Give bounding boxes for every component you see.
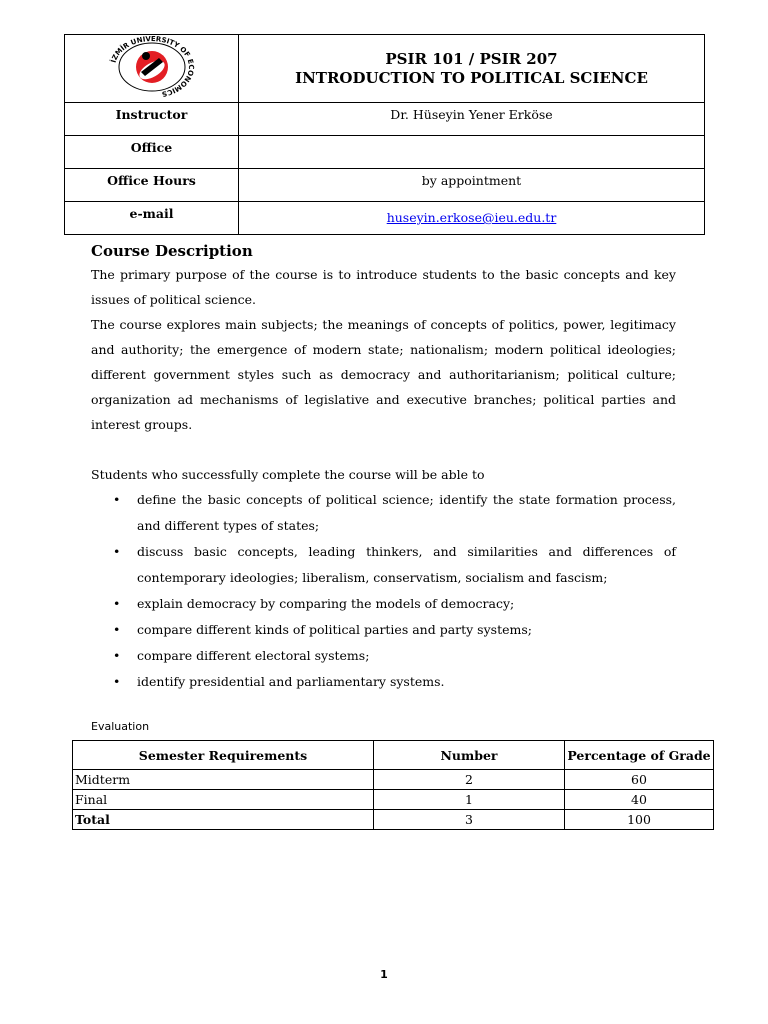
- percentage-cell: 100: [565, 810, 714, 830]
- outcomes-list: [91, 487, 676, 695]
- email-cell: [239, 202, 705, 235]
- list-item: • compare different electoral systems;: [91, 643, 676, 669]
- course-title: INTRODUCTION TO POLITICAL SCIENCE: [295, 68, 648, 87]
- table-row: [73, 810, 714, 830]
- course-description-section: [91, 240, 676, 695]
- email-label: e-mail: [65, 202, 239, 235]
- bullet-icon: •: [113, 674, 121, 689]
- office-hours-row: [65, 169, 705, 202]
- list-item: • identify presidential and parliamentary systems.: [91, 669, 676, 695]
- logo-cell: [65, 35, 239, 103]
- university-seal-logo: [93, 36, 211, 98]
- bullet-icon: •: [113, 544, 121, 559]
- logo-ring-text: İZMİR UNIVERSITY OF ECONOMICS: [109, 35, 195, 98]
- office-row: [65, 136, 705, 169]
- office-hours-label: Office Hours: [65, 169, 239, 202]
- list-item: • compare different kinds of political parties and party systems;: [91, 617, 676, 643]
- list-item: • explain democracy by comparing the models of democracy;: [91, 591, 676, 617]
- evaluation-label: Evaluation: [91, 720, 150, 733]
- bullet-icon: •: [113, 492, 121, 507]
- section-heading: Course Description: [91, 242, 253, 260]
- instructor-label: Instructor: [65, 103, 239, 136]
- course-header-table: [64, 34, 705, 235]
- requirement-cell: Final: [73, 790, 374, 810]
- office-value: [239, 136, 705, 169]
- email-row: [65, 202, 705, 235]
- bullet-icon: •: [113, 648, 121, 663]
- instructor-value: Dr. Hüseyin Yener Erköse: [239, 103, 705, 136]
- number-cell: 2: [374, 770, 565, 790]
- course-code: PSIR 101 / PSIR 207: [385, 49, 558, 68]
- percentage-cell: 60: [565, 770, 714, 790]
- office-label: Office: [65, 136, 239, 169]
- number-cell: 3: [374, 810, 565, 830]
- page-number: 1: [380, 968, 388, 981]
- course-title-cell: [239, 35, 705, 103]
- requirement-cell: Midterm: [73, 770, 374, 790]
- purpose-paragraph: The primary purpose of the course is to introduce students to the basic concepts and key issues of political science.: [91, 267, 676, 307]
- outcomes-intro: Students who successfully complete the course will be able to: [91, 467, 485, 482]
- bullet-icon: •: [113, 596, 121, 611]
- list-item: • discuss basic concepts, leading thinkers, and similarities and differences of contemporary ideologies; liberalism, conservatism, socialism and fascism;: [91, 539, 676, 591]
- table-row: [73, 790, 714, 810]
- list-item: • define the basic concepts of political science; identify the state formation process, and different types of states;: [91, 487, 676, 539]
- column-header: Semester Requirements: [73, 741, 374, 770]
- number-cell: 1: [374, 790, 565, 810]
- bullet-icon: •: [113, 622, 121, 637]
- percentage-cell: 40: [565, 790, 714, 810]
- email-link[interactable]: huseyin.erkose@ieu.edu.tr: [386, 210, 557, 225]
- requirement-cell: Total: [73, 810, 374, 830]
- evaluation-table: [72, 740, 714, 830]
- subjects-paragraph: The course explores main subjects; the meanings of concepts of politics, power, legitimacy and authority; the emergence of modern state; nationalism; modern political ideologies; different government styles such as democracy and authoritarianism; political culture; organization ad mechanisms of legislative and executive branches; political parties and interest groups.: [91, 317, 676, 432]
- table-row: [73, 770, 714, 790]
- table-header-row: [73, 741, 714, 770]
- office-hours-value: by appointment: [239, 169, 705, 202]
- column-header: Number: [374, 741, 565, 770]
- column-header: Percentage of Grade: [565, 741, 714, 770]
- instructor-row: [65, 103, 705, 136]
